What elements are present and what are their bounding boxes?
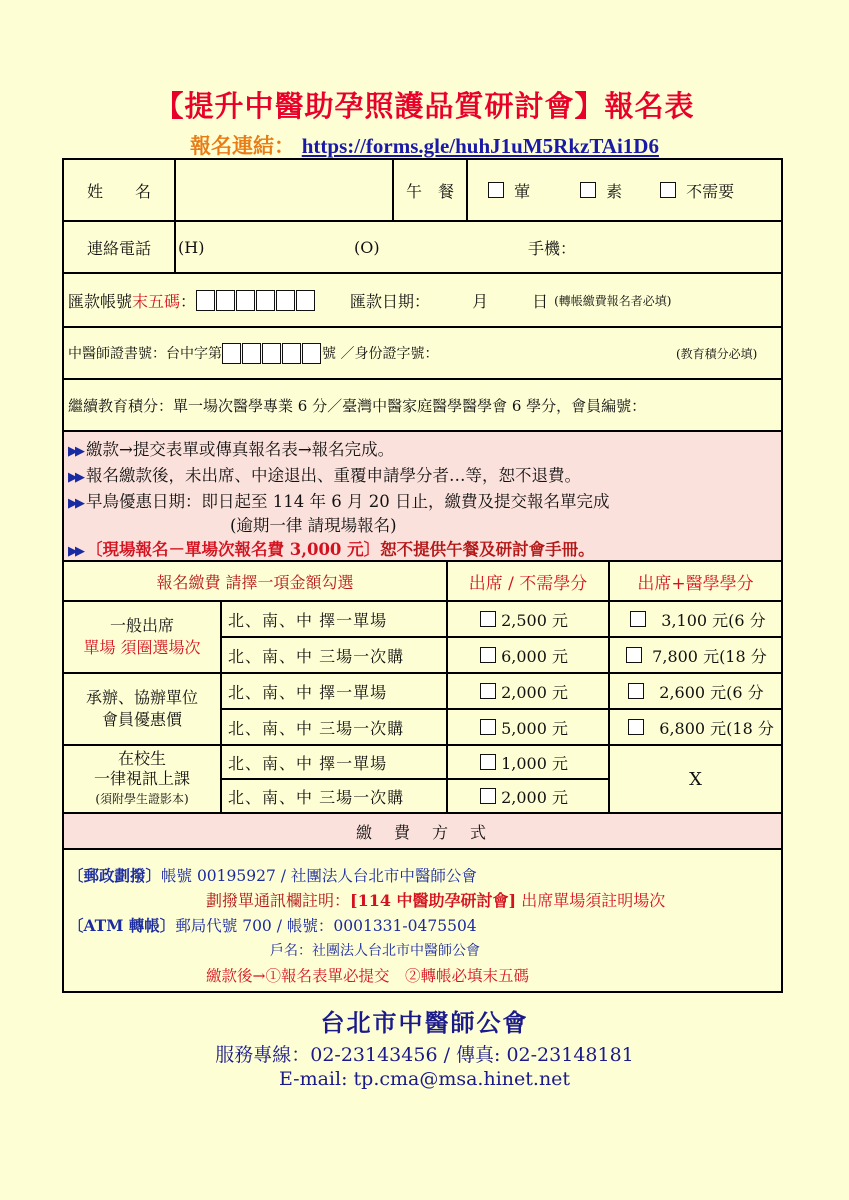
credit-price-option[interactable]: 2,600 元(6 分 [628, 674, 764, 708]
lunch-label: 午 餐 [405, 181, 454, 201]
license-note: (教育積分必填) [676, 346, 758, 361]
arrow-icon: ▶▶ [68, 444, 82, 459]
post-transfer-line: 〔郵政劃撥〕帳號 00195927 / 社團法人台北市中醫師公會 [68, 866, 477, 885]
checkbox[interactable] [630, 611, 646, 627]
atm-line: 〔ATM 轉帳〕郵局代號 700 / 帳號：0001331-0475504 [68, 916, 477, 935]
checkbox[interactable] [488, 182, 504, 198]
post-note-line: 劃撥單通訊欄註明：[114 中醫助孕研討會] 出席單場須註明場次 [206, 891, 666, 910]
price-option[interactable]: 6,000 元 [480, 638, 568, 672]
option-single: 北、南、中 擇一單場 [228, 682, 388, 702]
checkbox[interactable] [626, 647, 642, 663]
checkbox[interactable] [628, 683, 644, 699]
name-field[interactable] [176, 160, 392, 220]
account-row: 匯款帳號 末五碼 ： 匯款日期： 月 日 (轉帳繳費報名者必填) [68, 291, 672, 311]
fee-header-select: 報名繳費 請擇一項金額勾選 [156, 572, 354, 592]
org-name: 台北市中醫師公會 [320, 1008, 529, 1037]
notice-4: (逾期一律 請現場報名) [230, 516, 397, 535]
payment-title: 繳 費 方 式 [64, 814, 781, 848]
price-option[interactable]: 2,500 元 [480, 602, 568, 636]
arrow-icon: ▶▶ [68, 544, 82, 559]
credit-price-option[interactable]: 7,800 元(18 分 [626, 638, 767, 672]
option-bundle: 北、南、中 三場一次購 [228, 718, 405, 738]
registration-link[interactable]: https://forms.gle/huhJ1uM5RkzTAi1D6 [301, 134, 659, 158]
credit-price-option[interactable]: 3,100 元(6 分 [630, 602, 766, 636]
fee-header-credit: 出席+醫學學分 [637, 573, 754, 594]
arrow-icon: ▶▶ [68, 470, 82, 485]
notice-onsite: ▶▶ 〔現場報名－單場次報名費 3,000 元〕恕不提供午餐及研討會手冊。 [68, 540, 595, 559]
notice-box [64, 432, 781, 560]
atm-account-name: 戶名：社團法人台北市中醫師公會 [270, 943, 480, 959]
checkbox[interactable] [580, 182, 596, 198]
price-option[interactable]: 2,000 元 [480, 674, 568, 708]
notice-3: ▶▶ 早鳥優惠日期：即日起至 114 年 6 月 20 日止，繳費及提交報名單完成 [68, 492, 610, 511]
arrow-icon: ▶▶ [68, 496, 82, 511]
phone-office[interactable]: (O) [354, 237, 380, 257]
price-option[interactable]: 1,000 元 [480, 746, 568, 778]
registration-form [62, 158, 783, 993]
fee-header-no-credit: 出席 / 不需學分 [468, 573, 588, 594]
lunch-option-meat[interactable]: 葷 [488, 160, 530, 220]
registration-link-line [0, 130, 849, 160]
checkbox[interactable] [480, 611, 496, 627]
option-single: 北、南、中 擇一單場 [228, 610, 388, 630]
account-digits[interactable] [196, 290, 316, 311]
option-bundle: 北、南、中 三場一次購 [228, 646, 405, 666]
price-option[interactable]: 5,000 元 [480, 710, 568, 744]
mobile-label[interactable]: 手機： [528, 238, 577, 258]
link-label: 報名連結： [190, 134, 296, 158]
email-info[interactable]: E-mail: tp.cma@msa.hinet.net [278, 1068, 571, 1090]
notice-1: ▶▶ 繳款→提交表單或傳真報名表→報名完成。 [68, 440, 395, 459]
option-single: 北、南、中 擇一單場 [228, 753, 388, 773]
phone-label: 連絡電話 [86, 238, 151, 258]
notice-2: ▶▶ 報名繳款後，未出席、中途退出、重覆申請學分者…等，恕不退費。 [68, 466, 581, 485]
after-pay-note: 繳款後→①報名表單必提交 ②轉帳必填末五碼 [206, 967, 529, 985]
credit-price-option[interactable]: 6,800 元(18 分 [628, 710, 774, 744]
option-bundle: 北、南、中 三場一次購 [228, 787, 405, 807]
credit-info: 繼續教育積分：單一場次醫學專業 6 分／臺灣中醫家庭醫學醫學會 6 學分，會員編號： [68, 396, 647, 415]
checkbox[interactable] [480, 683, 496, 699]
phone-home[interactable]: (H) [178, 237, 205, 257]
checkbox[interactable] [480, 788, 496, 804]
checkbox[interactable] [480, 754, 496, 770]
checkbox[interactable] [480, 647, 496, 663]
lunch-option-none[interactable]: 不需要 [660, 160, 734, 220]
lunch-option-veg[interactable]: 素 [580, 160, 622, 220]
credit-na-mark: X [689, 768, 702, 790]
license-digits[interactable] [222, 343, 322, 364]
checkbox[interactable] [628, 719, 644, 735]
group-member: 承辦、協辦單位 會員優惠價 [85, 688, 198, 729]
group-general: 一般出席 單場 須圈選場次 [83, 616, 201, 657]
form-title: 【提升中醫助孕照護品質研討會】報名表 [154, 89, 695, 123]
group-student: 在校生 一律視訊上課 (須附學生證影本) [93, 749, 190, 806]
checkbox[interactable] [480, 719, 496, 735]
contact-info: 服務專線：02-23143456 / 傳真: 02-23148181 [215, 1044, 634, 1066]
license-row: 中醫師證書號：台中字第 號 ／身份證字號： [68, 328, 438, 378]
price-option[interactable]: 2,000 元 [480, 780, 568, 812]
checkbox[interactable] [660, 182, 676, 198]
name-label: 姓 名 [86, 181, 151, 201]
